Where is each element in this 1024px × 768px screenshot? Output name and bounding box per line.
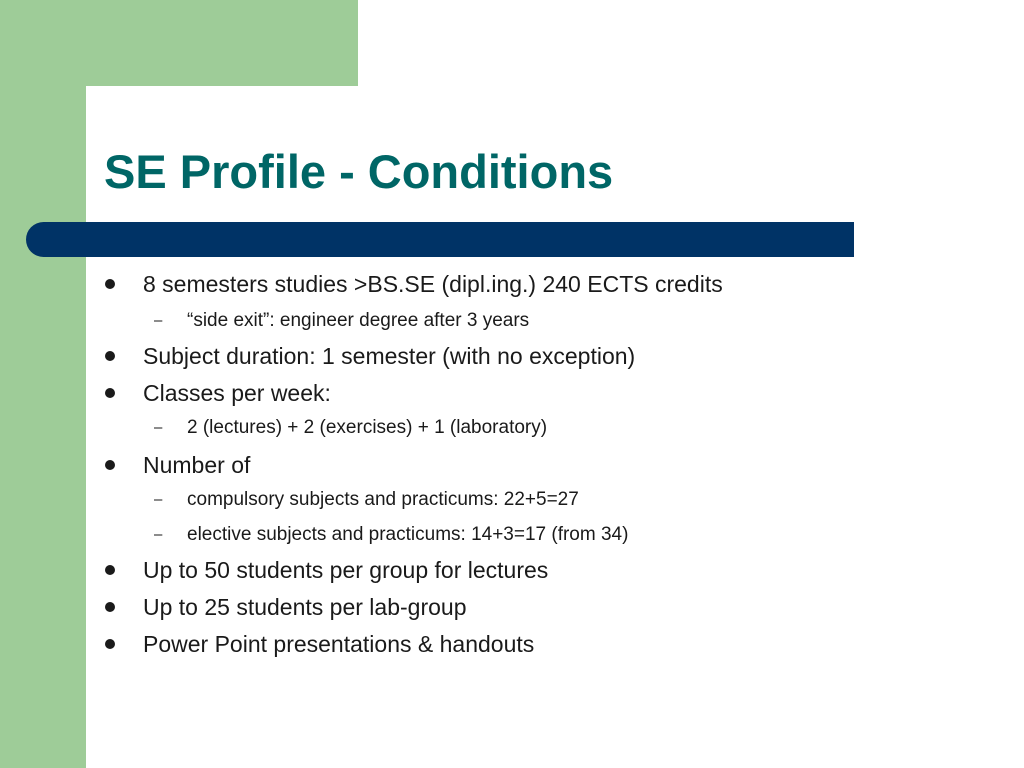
bullet-dot-icon bbox=[105, 565, 115, 575]
dash-icon: – bbox=[154, 491, 163, 508]
bullet-text: Classes per week: bbox=[143, 380, 331, 406]
dash-icon: – bbox=[154, 419, 163, 436]
bullet-text: compulsory subjects and practicums: 22+5=27 bbox=[187, 489, 579, 510]
bullet-text: Subject duration: 1 semester (with no exception) bbox=[143, 343, 636, 369]
bullet-dot-icon bbox=[105, 351, 115, 361]
bullet-text: Up to 50 students per group for lectures bbox=[143, 557, 549, 583]
bullet-dot-icon bbox=[105, 279, 115, 289]
bullet-text: “side exit”: engineer degree after 3 years bbox=[187, 310, 530, 331]
dash-icon: – bbox=[154, 312, 163, 329]
bullet-dot-icon bbox=[105, 602, 115, 612]
bullet-dot-icon bbox=[105, 388, 115, 398]
bullet-text: Power Point presentations & handouts bbox=[143, 631, 535, 657]
bullet-text: Up to 25 students per lab-group bbox=[143, 594, 467, 620]
title-underline-bar bbox=[26, 222, 854, 257]
bullet-text: elective subjects and practicums: 14+3=17 (from 34) bbox=[187, 524, 629, 545]
bullet-text: 8 semesters studies >BS.SE (dipl.ing.) 240 ECTS credits bbox=[143, 271, 723, 297]
green-side-band bbox=[0, 0, 86, 768]
bullet-text: 2 (lectures) + 2 (exercises) + 1 (laboratory) bbox=[187, 417, 548, 438]
green-top-band bbox=[0, 0, 358, 86]
slide-title: SE Profile - Conditions bbox=[104, 145, 614, 198]
bullet-dot-icon bbox=[105, 639, 115, 649]
bullet-text: Number of bbox=[143, 452, 251, 478]
dash-icon: – bbox=[154, 526, 163, 543]
bullet-dot-icon bbox=[105, 460, 115, 470]
